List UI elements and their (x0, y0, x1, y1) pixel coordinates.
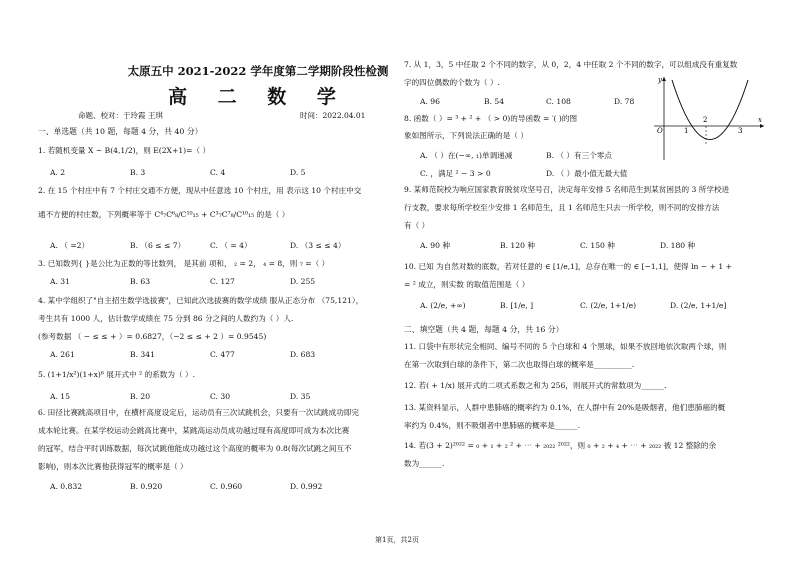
section-fill-in: 二、填空题（共 4 题，每题 4 分，共 16 分） (404, 325, 564, 334)
option: A. （ ）在(−∞, ₁)单调递减 (420, 151, 513, 160)
question-10-line-2: = ² 成立，则实数 的取值范围是（ ） (404, 280, 530, 289)
question-3: 3. 已知数列{ }是公比为正数的等比数列， 是其前 项和， ₂ = 2， ₄ = 8，则 ₇ =（ ） (38, 259, 330, 268)
option: D. 255 (290, 277, 316, 286)
graph-label-2: 2 (703, 116, 708, 124)
question-9-line-3: 有（ ） (404, 221, 430, 230)
option: D. （ ）最小值无最大值 (546, 169, 628, 178)
exam-subject: 高 二 数 学 (168, 86, 348, 108)
option: B. 341 (130, 350, 155, 359)
option: A. 31 (50, 277, 70, 286)
option: C. 4 (210, 168, 226, 177)
question-2-line-2: 通不方便的村庄数，下列概率等于 C⁴₇C⁶₈/C¹⁰₁₅ + C³₇C⁷₈/C¹⁰₁₅ 的是（ ） (38, 210, 290, 219)
y-axis-arrow (662, 77, 666, 81)
section-single-choice: 一、单选题（共 10 题，每题 4 分，共 40 分） (38, 127, 203, 136)
question-9-line-1: 9. 某师范院校为响应国家教育脱贫攻坚号召，决定每年安排 5 名师范生到某贫困县的 3 所学校进 (404, 185, 730, 194)
derivative-graph (650, 74, 768, 162)
question-11-line-2: 在第一次取到白球的条件下，第二次也取得白球的概率是__________. (404, 360, 635, 369)
option: B. 54 (484, 97, 505, 106)
question-8-line-2: 象如图所示，下列说法正确的是（ ） (404, 131, 528, 140)
option: A. 15 (50, 392, 70, 401)
question-4-line-2: 考生共有 1000 人，估计数学成绩在 75 分到 86 分之间的人数约为（ ）人. (38, 314, 294, 323)
option: A. 90 种 (420, 241, 450, 250)
question-2-line-1: 2. 在 15 个村庄中有 7 个村庄交通不方便，现从中任意选 10 个村庄，用 表示这 10 个村庄中交 (38, 186, 362, 195)
option: A. (2/e, +∞) (420, 301, 466, 310)
question-7-line-1: 7. 从 1，3，5 中任取 2 个不同的数字，从 0，2，4 中任取 2 个不同的数字，可以组成没有重复数 (404, 60, 738, 69)
question-13-line-2: 率约为 0.4%，则不吸烟者中患肺癌的概率是______. (404, 421, 580, 430)
option: A. 261 (50, 350, 75, 359)
option: C. (2/e, 1+1/e) (580, 301, 637, 310)
option: D. 180 种 (660, 241, 696, 250)
option: B. 20 (130, 392, 151, 401)
option: C. 477 (210, 350, 235, 359)
option: B. [1/e, ] (500, 301, 534, 310)
option: C. 108 (546, 97, 571, 106)
option: C. 0.960 (210, 482, 243, 491)
graph-label-origin: O (657, 127, 663, 135)
question-13-line-1: 13. 某资料显示，人群中患肺癌的概率约为 0.1%，在人群中有 20%是吸烟者，他们患肺癌的概 (404, 403, 726, 412)
question-6-line-2: 成本轮比赛。在某学校运动会跳高比赛中，某跳高运动员成功越过现有高度即可成为本次比赛 (38, 426, 350, 435)
exam-title: 太原五中 2021-2022 学年度第二学期阶段性检测 (127, 64, 389, 78)
option: C. 127 (210, 277, 235, 286)
question-5: 5. (1+1/x²)(1+x)⁶ 展开式中 ² 的系数为（ ）. (38, 370, 195, 379)
option: B. （ ）有三个零点 (546, 151, 612, 160)
option: B. 0.920 (130, 482, 163, 491)
option: D. 5 (290, 168, 306, 177)
option: D. 35 (290, 392, 311, 401)
option: B. （6 ≤ ≤ 7） (130, 241, 186, 250)
option: B. 120 种 (500, 241, 535, 250)
question-1: 1. 若随机变量 X ~ B(4,1/2)，则 E(2X+1)=（ ） (38, 146, 211, 155)
option: B. 63 (130, 277, 151, 286)
option: A. （ =2） (50, 241, 90, 250)
question-10-line-1: 10. 已知 为自然对数的底数，若对任意的 ∈ [1/e,1]，总存在唯一的 ∈ [−1,1]，使得 ln − + 1 + (404, 262, 732, 271)
question-11-line-1: 11. 口袋中有形状完全相同、编号不同的 5 个白球和 4 个黑球，如果不放回地依次取两个球，则 (404, 342, 727, 351)
x-axis-arrow (760, 124, 764, 128)
option: D. (2/e, 1+1/e] (670, 301, 727, 310)
question-14-line-1: 14. 若(3 + 2)²⁰²² = ₀ + ₁ + ₂ ² + ⋯ + ₂₀₂₂ ²⁰²²，则 ₀ + ₂ + ₄ + ⋯ + ₂₀₂₂ 被 12 整除的余 (404, 441, 717, 450)
question-12: 12. 若( + 1/x) 展开式的二项式系数之和为 256，则展开式的常数项为______. (404, 381, 667, 390)
page-footer: 第1页，共2页 (375, 536, 419, 544)
question-7-line-2: 字的四位偶数的个数为（ ）. (404, 78, 500, 87)
question-9-line-2: 行支教，要求每所学校至少安排 1 名师范生，且 1 名师范生只去一所学校，则不同的安排方法 (404, 203, 720, 212)
question-6-line-3: 的冠军，结合平时训练数据，每次试跳他能成功越过这个高度的概率为 0.8(每次试跳之间互不 (38, 444, 352, 453)
option: A. 2 (50, 168, 66, 177)
graph-label-y: y (658, 76, 662, 84)
option: C. 150 种 (580, 241, 615, 250)
option: A. 96 (420, 97, 440, 106)
question-6-line-4: 影响)，则本次比赛他获得冠军的概率是（ ） (38, 462, 188, 471)
question-8-line-1: 8. 函数（ ）= ³ + ² + （ > 0)的导函数 = ′( )的图 (404, 114, 578, 123)
exam-authors: 命题、校对：于玲霞 王琪 (78, 111, 163, 120)
option: A. 0.832 (50, 482, 83, 491)
exam-time: 时间：2022.04.01 (300, 111, 366, 120)
option: C. 30 (210, 392, 231, 401)
graph-label-x: x (758, 116, 762, 124)
question-4-line-3: (参考数据 （ − ≤ ≤ + ）= 0.6827，（−2 ≤ ≤ + 2 ）= 0.9545) (38, 332, 267, 341)
question-4-line-1: 4. 某中学组织了"自主招生数学选拔赛"，已知此次选拔赛的数学成绩 服从正态分布 （75,121）， (38, 296, 364, 305)
option: B. 3 (130, 168, 146, 177)
question-6-line-1: 6. 田径比赛跳高项目中，在横杆高度设定后，运动员有三次试跳机会，只要有一次试跳成功即完 (38, 408, 359, 417)
option: D. （3 ≤ ≤ 4） (290, 241, 346, 250)
graph-label-3: 3 (738, 127, 743, 135)
option: D. 78 (614, 97, 635, 106)
option: C. （ = 4） (210, 241, 252, 250)
graph-label-1: 1 (684, 127, 689, 135)
option: C. ，满足 ² − 3 > 0 (420, 169, 491, 178)
option: D. 0.992 (290, 482, 323, 491)
option: D. 683 (290, 350, 316, 359)
question-14-line-2: 数为______. (404, 459, 445, 468)
